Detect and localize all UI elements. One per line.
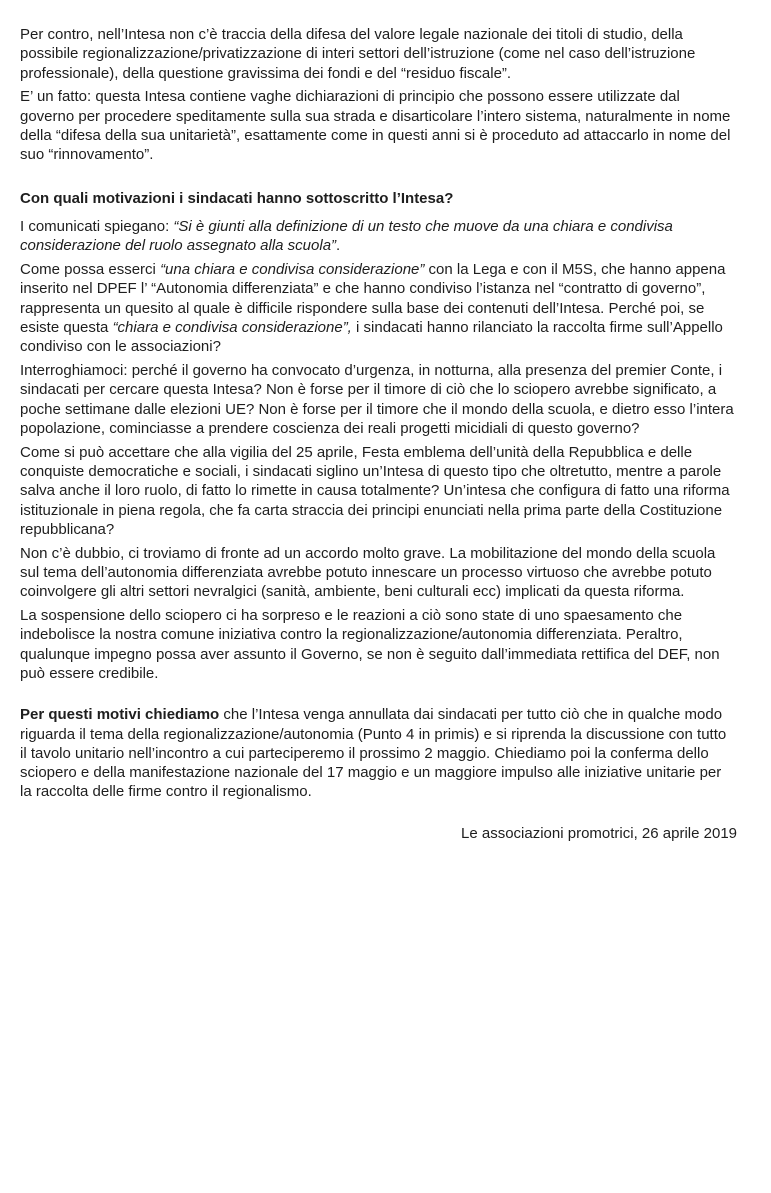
paragraph-text: Come si può accettare che alla vigilia del 25 aprile, Festa emblema dell’unità della Repubblica e delle conquiste democratiche e sociali, i sindacati siglino un’Intesa di questo tipo che oltretutto, mentre a parole salva anche il loro ruolo, di fatto lo rimette in causa totalmente? Un’intesa che configura di fatto una riforma istituzionale in piena regola, che fa carta straccia dei principi enunciati nella prima parte della Costituzione repubblicana? <box>20 443 730 538</box>
paragraph-text: i sindacati hanno rilanciato la raccolta firme sull’Appello condiviso con le associazioni? <box>20 318 723 356</box>
signature-line <box>20 824 737 843</box>
paragraph-accordo-grave <box>20 544 737 602</box>
paragraph-text: che l’Intesa venga annullata dai sindacati per tutto ciò che in qualche modo riguarda il tema della regionalizzazione/autonomia (Punto 4 in primis) e si riprenda la discussione con tutto il tavolo unitario nell’incontro a cui parteciperemo il prossimo 2 maggio. Chiediamo poi la conferma dello sciopero e della manifestazione nazionale del 17 maggio e un maggiore impulso alle iniziative unitarie per la raccolta delle firme contro il regionalismo. <box>20 706 727 801</box>
paragraph-text: con la Lega e con il M5S, che hanno appena inserito nel DPEF l’ “Autonomia differenziata” e che hanno condiviso l’istanza nel “contratto di governo”, rappresenta un quesito al quale è difficile rispondere sulla base dei contenuti dell’Intesa. Perché poi, se esiste questa <box>20 260 726 336</box>
heading-text: Con quali motivazioni i sindacati hanno sottoscritto l’Intesa? <box>20 189 454 207</box>
paragraph-text: . <box>336 237 341 255</box>
paragraph-per-questi-motivi <box>20 705 737 801</box>
paragraph-text: La sospensione dello sciopero ci ha sorpreso e le reazioni a ciò sono state di uno spaesamento che indebolisce la nostra comune iniziativa contro la regionalizzazione/autonomia differenziata. Peraltro, qualunque impegno possa aver assunto il Governo, se non è seguito dall’immediata rettifica del DEF, non può essere credibile. <box>20 607 720 682</box>
section-heading-motivazioni <box>20 189 737 208</box>
paragraph-per-contro <box>20 25 737 83</box>
quoted-italic-text: “una chiara e condivisa considerazione” <box>160 260 425 278</box>
paragraph-text: Come possa esserci <box>20 260 161 278</box>
bold-lead-text: Per questi motivi chiediamo <box>20 706 220 724</box>
paragraph-comunicati <box>20 217 737 256</box>
paragraph-e-un-fatto <box>20 87 737 164</box>
paragraph-text: Non c’è dubbio, ci troviamo di fronte ad un accordo molto grave. La mobilitazione del mondo della scuola sul tema dell’autonomia differenziata avrebbe potuto innescare un processo virtuoso che avrebbe potuto coinvolgere gli altri settori nevralgici (sanità, ambiente, beni culturali ecc) implicati da questa riforma. <box>20 544 716 601</box>
signature-text: Le associazioni promotrici, 26 aprile 2019 <box>461 824 737 842</box>
paragraph-text: E’ un fatto: questa Intesa contiene vaghe dichiarazioni di principio che possono essere utilizzate dal governo per procedere speditamente sulla sua strada e disarticolare l’intero sistema, naturalmente in nome della “difesa della sua unitarietà”, esattamente come in questi anni si è proceduto ad attaccarlo in nome del suo “rinnovamento”. <box>20 88 731 164</box>
paragraph-text: Per contro, nell’Intesa non c’è traccia della difesa del valore legale nazionale dei titoli di studio, della possibile regionalizzazione/privatizzazione di interi settori dell’istruzione (come nel caso dell’istruzione professionale), della questione gravissima dei fondi e del “residuo fiscale”. <box>20 26 696 82</box>
paragraph-text: I comunicati spiegano: <box>20 217 174 235</box>
quoted-italic-text: “Si è giunti alla definizione di un testo che muove da una chiara e condivisa considerazione del ruolo assegnato alla scuola” <box>20 217 673 255</box>
quoted-italic-text: “chiara e condivisa considerazione”, <box>112 318 352 336</box>
paragraph-sospensione-sciopero <box>20 606 737 683</box>
paragraph-come-possa <box>20 260 737 356</box>
paragraph-25-aprile <box>20 443 737 539</box>
paragraph-interroghiamoci <box>20 361 737 438</box>
paragraph-text: Interroghiamoci: perché il governo ha convocato d’urgenza, in notturna, alla presenza del premier Conte, i sindacati per cercare questa Intesa? Non è forse per il timore di ciò che lo sciopero avrebbe significato, a poche settimane dalle elezioni UE? Non è forse per il timore che il mondo della scuola, e dietro esso l’intera popolazione, cominciasse a prendere coscienza dei reali progetti micidiali di questo governo? <box>20 361 734 437</box>
